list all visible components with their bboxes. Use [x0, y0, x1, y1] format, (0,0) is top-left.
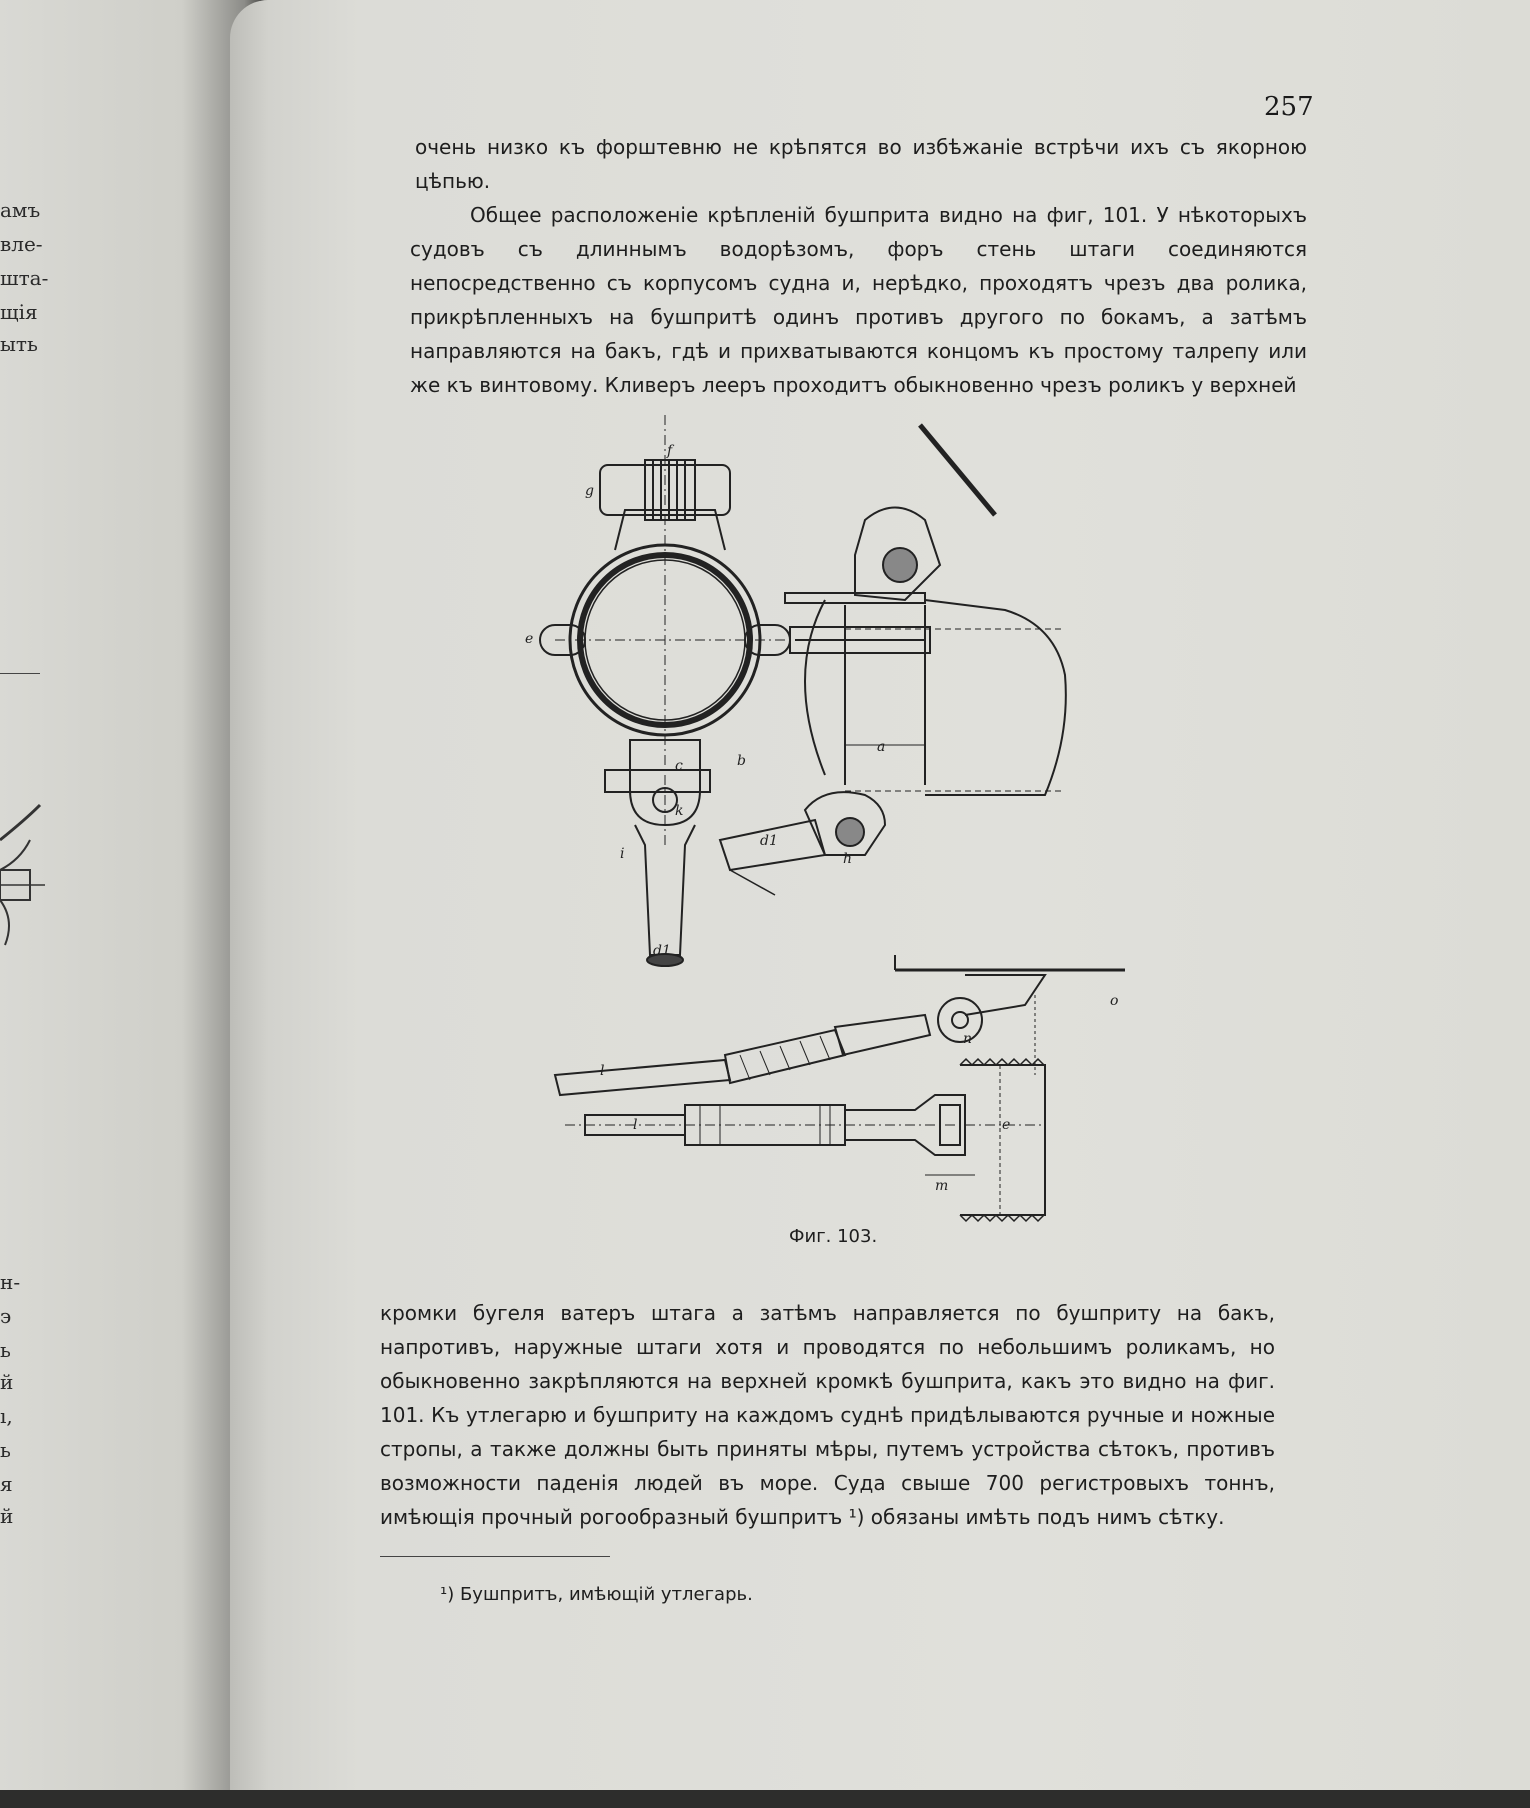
left-page-fragment: ı, — [0, 1404, 13, 1428]
figure-label: l — [633, 1117, 638, 1133]
left-page-drawing-fragment — [0, 800, 50, 960]
figure-label: d1 — [653, 943, 671, 959]
pin-circle — [883, 548, 917, 582]
left-page-fragment: вле- — [0, 232, 43, 256]
left-page — [0, 0, 260, 1808]
left-page-fragment: й — [0, 1370, 14, 1394]
left-page-fragment: ь — [0, 1338, 11, 1362]
figure-label: a — [877, 739, 886, 755]
left-page-fragment: й — [0, 1504, 14, 1528]
figure-103-drawing — [525, 415, 1145, 1235]
left-page-fragment: ь — [0, 1438, 11, 1462]
left-page-fragment: ыть — [0, 332, 38, 356]
paragraph-3: кромки бугеля ватеръ штага а затѣмъ направляется по бушприту на бакъ, напротивъ, наружные штаги хотя и проводятся по небольшимъ роликамъ, но обыкновенно закрѣпляются на верхней кромкѣ бушприта, какъ это видно на фиг. 101. Къ утлегарю и бушприту на каждомъ суднѣ придѣлываются ручные и ножные стропы, а также должны быть приняты мѣры, путемъ устройства сѣтокъ, противъ возможности паденія людей въ море. Суда свыше 700 регистровыхъ тоннъ, имѣющія прочный рогообразный бушпритъ ¹) обязаны имѣть подъ нимъ сѣтку. — [380, 1301, 1275, 1529]
page-number: 257 — [1264, 92, 1314, 122]
figure-label: g — [585, 483, 594, 499]
left-page-fragment: я — [0, 1472, 13, 1496]
figure-label: i — [620, 846, 625, 862]
left-page-fragment: шта- — [0, 266, 49, 290]
paragraph-2: Общее расположеніе крѣпленій бушприта видно на фиг, 101. У нѣкоторыхъ судовъ съ длиннымъ водорѣзомъ, форъ стень штаги соединяются непосредственно съ корпусомъ судна и, нерѣдко, проходятъ чрезъ два ролика, прикрѣпленныхъ на бушпритѣ одинъ противъ другого по бокамъ, а затѣмъ направляются на бакъ, гдѣ и прихватываются концомъ къ простому талрепу или же къ винтовому. Кливеръ лееръ проходитъ обыкновенно чрезъ роликъ у верхней — [410, 203, 1307, 397]
figure-label: m — [935, 1178, 949, 1194]
lower-pin-circle — [836, 818, 864, 846]
figure-label: n — [963, 1031, 973, 1047]
figure-label: o — [1110, 993, 1119, 1009]
figure-label: f — [667, 443, 673, 459]
figure-label: b — [737, 753, 746, 769]
scanner-bottom-edge — [0, 1790, 1530, 1808]
left-page-fragment: э — [0, 1304, 12, 1328]
footnote-rule — [380, 1556, 610, 1557]
left-page-fragment: н- — [0, 1270, 21, 1294]
figure-label: l — [600, 1063, 605, 1079]
figure-label: d1 — [760, 833, 778, 849]
figure-caption: Фиг. 103. — [789, 1226, 878, 1247]
figure-label: e — [525, 631, 534, 647]
footnote: ¹) Бушпритъ, имѣющій утлегарь. — [440, 1584, 753, 1605]
figure-label: h — [843, 851, 853, 867]
left-page-fragment: щія — [0, 300, 38, 324]
left-page-fragment: амъ — [0, 198, 41, 222]
paragraph-1: очень низко къ форштевню не крѣпятся во избѣжаніе встрѣчи ихъ съ якорною цѣпью. — [415, 135, 1307, 193]
left-page-rule — [0, 673, 40, 674]
figure-label: c — [675, 758, 683, 774]
figure-label: e — [1002, 1117, 1011, 1133]
figure-label: k — [675, 803, 684, 819]
